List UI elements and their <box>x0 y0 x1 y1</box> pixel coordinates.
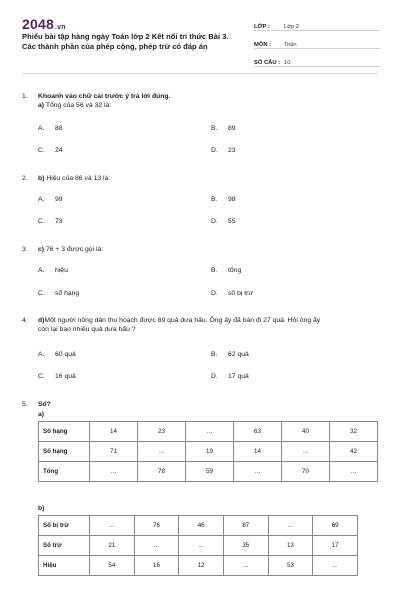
option-text: 89 <box>228 125 236 132</box>
table-cell: 12 <box>179 556 224 576</box>
table-cell: 21 <box>90 536 135 556</box>
option-text: 88 <box>55 125 63 132</box>
table-cell: 14 <box>234 442 282 462</box>
option-text: 16 quả <box>55 373 76 380</box>
option-d[interactable] <box>211 147 236 154</box>
table-cell: 23 <box>138 422 186 442</box>
part-text: Tổng của 56 và 32 là: <box>45 102 112 109</box>
table-cell[interactable]: ... <box>90 516 135 536</box>
table-cell: 14 <box>90 422 138 442</box>
row-header-cell: Tổng <box>39 462 90 482</box>
option-text: hiệu <box>55 267 68 274</box>
option-a[interactable] <box>38 125 63 132</box>
part-text: 76 + 3 được gọi là: <box>45 246 104 253</box>
question-line-2: còn lại bao nhiêu quả dưa hấu ? <box>38 326 136 333</box>
option-c[interactable] <box>38 290 79 297</box>
meta-value: Toán <box>284 42 297 48</box>
table-cell: 63 <box>234 422 282 442</box>
table-cell: 76 <box>134 516 179 536</box>
table-cell: 42 <box>330 442 378 462</box>
brand-suffix: .vn <box>54 24 66 31</box>
question-title: Số? <box>38 401 51 408</box>
option-d[interactable] <box>211 290 253 297</box>
row-header-cell: Số trừ <box>39 536 90 556</box>
option-letter: D. <box>211 147 218 154</box>
option-text: 17 quả <box>228 373 249 380</box>
option-letter: B. <box>211 351 218 358</box>
option-b[interactable] <box>211 351 249 358</box>
part-label: d) <box>38 317 45 324</box>
meta-label: MÔN : <box>254 42 272 48</box>
table-cell: 40 <box>282 422 330 442</box>
question-text <box>38 174 110 183</box>
option-a[interactable] <box>38 196 63 203</box>
table-cell: 54 <box>90 556 135 576</box>
table-row <box>39 422 378 442</box>
option-letter: D. <box>211 373 218 380</box>
question-text <box>38 245 103 254</box>
table-cell[interactable]: ... <box>330 462 378 482</box>
table-row <box>39 556 358 576</box>
question-number: 1. <box>22 93 28 100</box>
meta-label: LỚP : <box>254 24 270 30</box>
question-5 <box>22 400 122 412</box>
option-text: 24 <box>55 147 63 154</box>
option-letter: C. <box>38 290 45 297</box>
option-a[interactable] <box>38 351 76 358</box>
table-cell[interactable]: ... <box>90 462 138 482</box>
question-text <box>38 316 378 334</box>
option-text: 23 <box>228 147 236 154</box>
meta-value: 10 <box>284 60 291 66</box>
table-cell[interactable]: ... <box>138 442 186 462</box>
table-cell: 71 <box>90 442 138 462</box>
part-label: b) <box>38 505 45 512</box>
meta-info <box>254 13 380 67</box>
question-number: 2. <box>22 175 28 182</box>
table-cell[interactable]: ... <box>179 536 224 556</box>
option-letter: B. <box>211 267 218 274</box>
meta-label: SỐ CÂU : <box>254 60 281 66</box>
table-cell[interactable]: ... <box>282 442 330 462</box>
table-row <box>39 462 378 482</box>
part-label: a) <box>38 411 45 418</box>
table-cell[interactable]: ... <box>268 516 313 536</box>
table-subtraction <box>38 515 358 576</box>
meta-row-subject <box>254 31 380 49</box>
row-header-cell: Số hạng <box>39 442 90 462</box>
option-text: 73 <box>55 218 63 225</box>
table-cell: 46 <box>179 516 224 536</box>
part-label: a) <box>38 102 45 109</box>
option-d[interactable] <box>211 373 249 380</box>
option-letter: B. <box>211 196 218 203</box>
option-letter: C. <box>38 373 45 380</box>
meta-value: Lớp 2 <box>284 24 300 30</box>
option-letter: C. <box>38 147 45 154</box>
option-d[interactable] <box>211 218 236 225</box>
option-text: số hạng <box>55 290 80 297</box>
question-2 <box>22 174 378 186</box>
question-number: 3. <box>22 246 28 253</box>
option-c[interactable] <box>38 147 63 154</box>
option-b[interactable] <box>211 196 236 203</box>
table-cell: 35 <box>223 536 268 556</box>
option-text: tổng <box>228 267 242 274</box>
brand-logo[interactable] <box>22 16 66 32</box>
part-label: c) <box>38 246 45 253</box>
row-header-cell: Hiệu <box>39 556 90 576</box>
option-text: 62 quả <box>228 351 249 358</box>
header-divider <box>22 73 378 74</box>
meta-row-count <box>254 49 380 67</box>
table-addition <box>38 421 378 482</box>
table-cell[interactable]: ... <box>223 556 268 576</box>
question-1 <box>22 92 378 122</box>
table-cell: 17 <box>313 536 358 556</box>
table-cell[interactable]: ... <box>313 556 358 576</box>
document-title: Phiếu bài tập hàng ngày Toán lớp 2 Kết nối tri thức Bài 3. Các thành phần của phép cộng, phép trừ có đáp án <box>22 32 229 51</box>
table-cell[interactable]: ... <box>186 422 234 442</box>
question-number: 4. <box>22 317 28 324</box>
option-c[interactable] <box>38 218 63 225</box>
table-cell[interactable]: ... <box>234 462 282 482</box>
option-letter: A. <box>38 196 45 203</box>
row-header-cell: Số hạng <box>39 422 90 442</box>
part-label: b) <box>38 175 45 182</box>
option-text: 60 quả <box>55 351 76 358</box>
option-text: 55 <box>228 218 236 225</box>
brand-name: 2048 <box>22 16 54 32</box>
table-cell: 87 <box>223 516 268 536</box>
table-cell: 59 <box>186 462 234 482</box>
table-cell: 53 <box>268 556 313 576</box>
row-header-cell: Số bị trừ <box>39 516 90 536</box>
option-letter: D. <box>211 218 218 225</box>
table-cell[interactable]: ... <box>134 536 179 556</box>
option-a[interactable] <box>38 267 68 274</box>
question-instruction: Khoanh vào chữ cái trước ý trả lời đúng. <box>38 93 171 100</box>
option-text: số bị trừ <box>228 290 253 297</box>
table-row <box>39 516 358 536</box>
question-line-1: Một người nông dân thu hoạch được 89 quả dưa hấu. Ông ấy đã bán đi 27 quả. Hỏi ông ấy <box>44 317 321 324</box>
question-text <box>38 92 170 110</box>
table-cell: 70 <box>282 462 330 482</box>
question-3 <box>22 245 378 257</box>
table-cell: 78 <box>138 462 186 482</box>
table-cell: 32 <box>330 422 378 442</box>
table-cell: 69 <box>313 516 358 536</box>
meta-row-class <box>254 13 380 31</box>
part-text: Hiệu của 86 và 13 là: <box>46 175 111 182</box>
option-letter: A. <box>38 125 45 132</box>
option-c[interactable] <box>38 373 76 380</box>
option-b[interactable] <box>211 267 241 274</box>
table-row <box>39 536 358 556</box>
option-text: 99 <box>55 196 63 203</box>
table-cell: 13 <box>268 536 313 556</box>
option-b[interactable] <box>211 125 236 132</box>
option-text: 98 <box>228 196 236 203</box>
option-letter: D. <box>211 290 218 297</box>
option-letter: A. <box>38 351 45 358</box>
table-cell: 19 <box>186 442 234 462</box>
option-letter: C. <box>38 218 45 225</box>
option-letter: A. <box>38 267 45 274</box>
question-number: 5. <box>22 401 28 408</box>
table-cell: 16 <box>134 556 179 576</box>
table-row <box>39 442 378 462</box>
question-4 <box>22 316 378 338</box>
option-letter: B. <box>211 125 218 132</box>
